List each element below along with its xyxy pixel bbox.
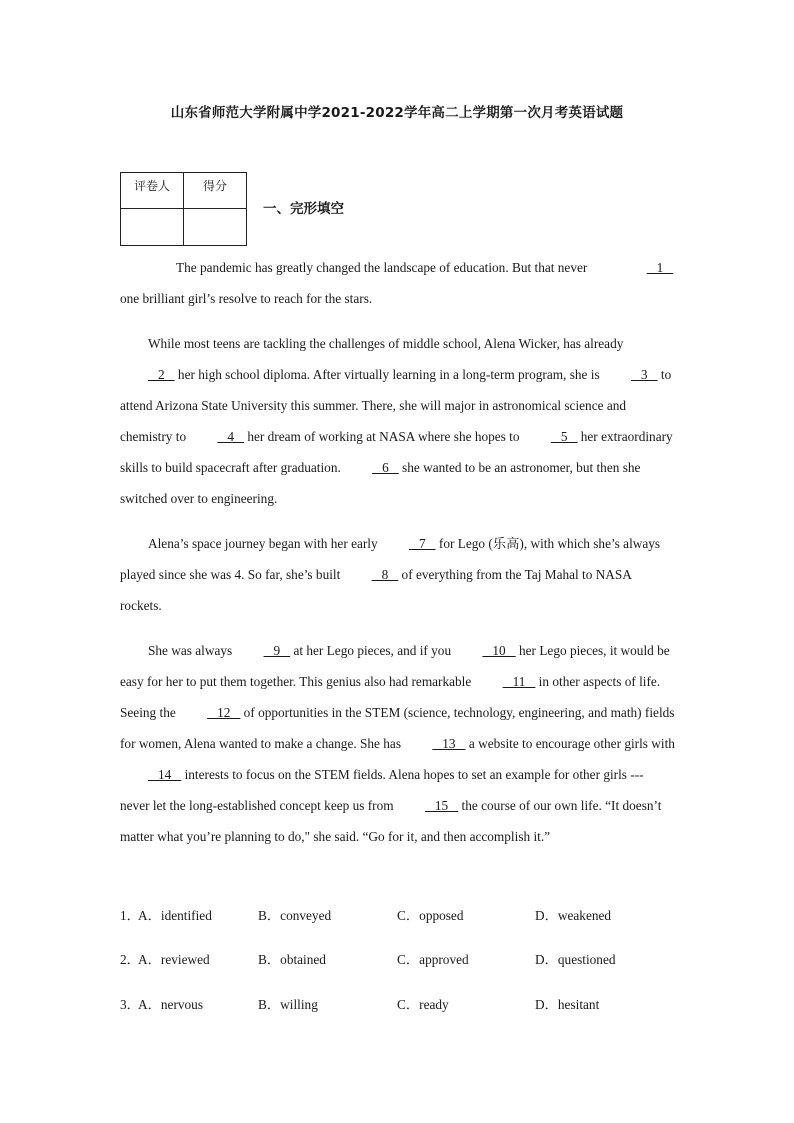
passage-text: in other aspects of life. Seeing the: [120, 674, 661, 720]
passage-text: at her Lego pieces, and if you: [290, 643, 455, 658]
grader-header: 评卷人: [121, 173, 184, 209]
cloze-blank[interactable]: 13: [432, 736, 466, 751]
passage-text: the course of our own life. “It doesn’t matter what you’re planning to do," she said. “Go for it, and then accomplish it.”: [120, 798, 662, 844]
question-number: 2．: [120, 952, 140, 967]
section-title: 一、完形填空: [263, 201, 344, 217]
cloze-blank[interactable]: 8: [371, 567, 399, 582]
cloze-blank[interactable]: 1: [646, 260, 674, 275]
grader-cell[interactable]: [121, 209, 184, 246]
passage-paragraph: [120, 252, 676, 314]
passage-text: her dream of working at NASA where she hopes to: [244, 429, 523, 444]
cloze-passage: [120, 252, 676, 866]
question-row: [120, 905, 720, 925]
passage-text: her Lego pieces, it would be easy for her to put them together. This genius also had remarkable: [120, 643, 670, 689]
score-cell[interactable]: [184, 209, 247, 246]
cloze-blank[interactable]: 9: [263, 643, 291, 658]
cloze-blank[interactable]: 10: [482, 643, 516, 658]
passage-text: for Lego (乐高), with which she’s always played since she was 4. So far, she’s built: [120, 536, 661, 582]
cloze-blank[interactable]: 7: [408, 536, 436, 551]
passage-paragraph: [120, 328, 676, 514]
cloze-blank[interactable]: 12: [207, 705, 241, 720]
question-row: [120, 994, 720, 1014]
option-c[interactable]: C．opposed: [397, 908, 464, 923]
grader-table: [120, 172, 247, 246]
passage-text: While most teens are tackling the challenges of middle school, Alena Wicker, has already: [148, 336, 624, 351]
passage-text: a website to encourage other girls with: [465, 736, 675, 751]
page-title: 山东省师范大学附属中学2021-2022学年高二上学期第一次月考英语试题: [170, 105, 624, 121]
question-number: 3．: [120, 997, 140, 1012]
option-a[interactable]: A．identified: [138, 908, 212, 923]
passage-text: her high school diploma. After virtually learning in a long-term program, she is: [174, 367, 603, 382]
passage-text: her extraordinary skills to build spacecraft after graduation.: [120, 429, 673, 475]
passage-paragraph: [120, 528, 676, 621]
passage-paragraph: [120, 635, 676, 852]
passage-text: She was always: [148, 643, 236, 658]
passage-text: interests to focus on the STEM fields. Alena hopes to set an example for other girls --- never let the long-established concept keep us from: [120, 767, 644, 813]
passage-text: one brilliant girl’s resolve to reach for the stars.: [120, 291, 373, 306]
passage-text: The pandemic has greatly changed the landscape of education. But that never: [176, 260, 591, 275]
option-d[interactable]: D．hesitant: [535, 997, 600, 1012]
option-a[interactable]: A．nervous: [138, 997, 203, 1012]
cloze-blank[interactable]: 14: [148, 767, 182, 782]
option-d[interactable]: D．weakened: [535, 908, 612, 923]
option-b[interactable]: B．conveyed: [258, 908, 332, 923]
passage-text: to attend Arizona State University this summer. There, she will major in astronomical science and chemistry to: [120, 367, 672, 444]
cloze-blank[interactable]: 4: [217, 429, 245, 444]
option-a[interactable]: A．reviewed: [138, 952, 210, 967]
cloze-blank[interactable]: 6: [372, 460, 399, 475]
cloze-blank[interactable]: 2: [148, 367, 175, 382]
option-c[interactable]: C．ready: [397, 997, 449, 1012]
cloze-blank[interactable]: 5: [550, 429, 578, 444]
score-header: 得分: [184, 173, 247, 209]
cloze-blank[interactable]: 3: [630, 367, 658, 382]
cloze-blank[interactable]: 15: [424, 798, 459, 813]
option-d[interactable]: D．questioned: [535, 952, 616, 967]
option-b[interactable]: B．obtained: [258, 952, 326, 967]
question-number: 1．: [120, 908, 140, 923]
cloze-blank[interactable]: 11: [502, 674, 536, 689]
option-c[interactable]: C．approved: [397, 952, 469, 967]
passage-text: of everything from the Taj Mahal to NASA rockets.: [120, 567, 632, 613]
question-row: [120, 949, 720, 969]
option-b[interactable]: B．willing: [258, 997, 318, 1012]
passage-text: she wanted to be an astronomer, but then she switched over to engineering.: [120, 460, 641, 506]
passage-text: of opportunities in the STEM (science, technology, engineering, and math) fields for women, Alena wanted to make a change. She has: [120, 705, 675, 751]
passage-text: Alena’s space journey began with her early: [148, 536, 381, 551]
